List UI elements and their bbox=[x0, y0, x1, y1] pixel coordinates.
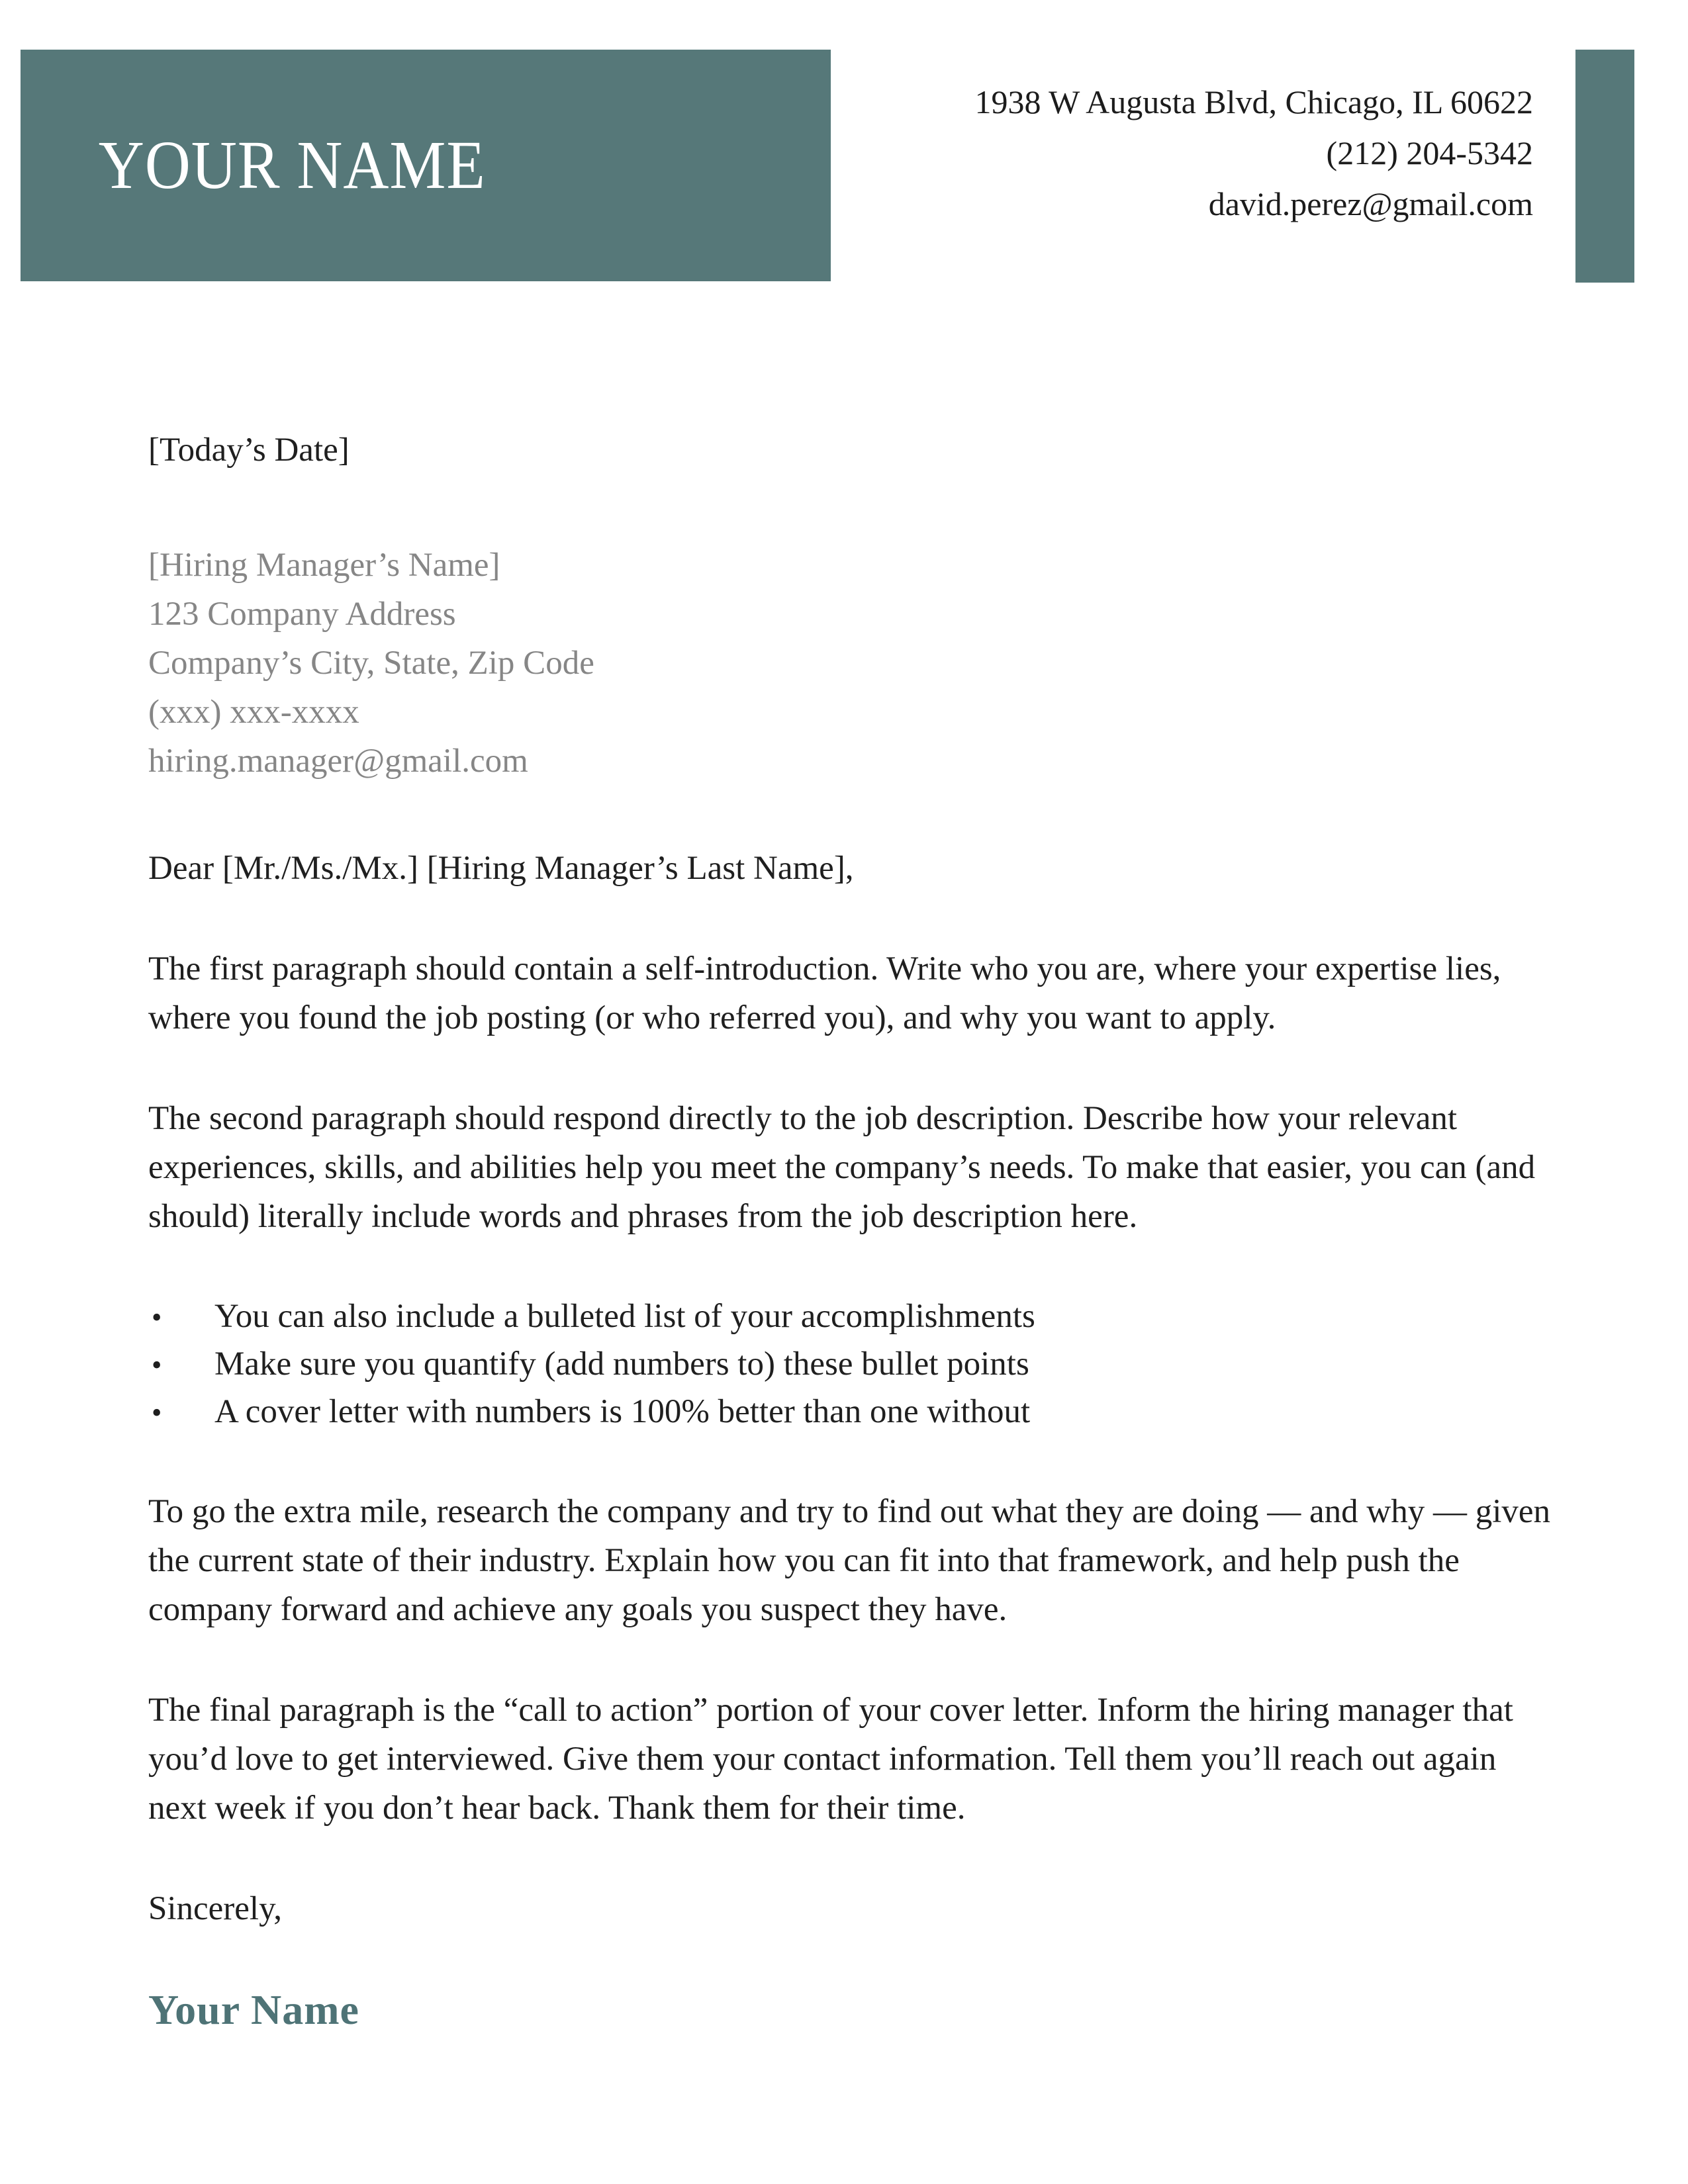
accomplishment-bullet: • Make sure you quantify (add numbers to) these bullet points bbox=[214, 1340, 1552, 1388]
recipient-block bbox=[148, 541, 1552, 786]
paragraph-call-to-action: The final paragraph is the “call to action” portion of your cover letter. Inform the hiring manager that you’d love to get interviewed. Give them your contact information. Tell them you’ll reach out again next week if you don’t hear back. Thank them for their time. bbox=[148, 1692, 1513, 1827]
contact-line: david.perez@gmail.com bbox=[1208, 185, 1533, 222]
salutation: Dear [Mr./Ms./Mx.] [Hiring Manager’s Last Name], bbox=[148, 850, 854, 887]
header-band bbox=[21, 50, 831, 281]
recipient-line: hiring.manager@gmail.com bbox=[148, 743, 528, 780]
signature-name: Your Name bbox=[148, 1986, 359, 2033]
contact-line: 1938 W Augusta Blvd, Chicago, IL 60622 bbox=[974, 83, 1533, 120]
closing: Sincerely, bbox=[148, 1890, 283, 1927]
accomplishment-bullet: • You can also include a bulleted list of your accomplishments bbox=[214, 1293, 1552, 1340]
accomplishments-list bbox=[148, 1293, 1552, 1435]
paragraph-job-description: The second paragraph should respond directly to the job description. Describe how your relevant experiences, skills, and abilities help you meet the company’s needs. To make that easier, you can (and should) literally include words and phrases from the job description here. bbox=[148, 1100, 1536, 1235]
contact-line: (212) 204-5342 bbox=[1326, 134, 1533, 171]
todays-date: [Today’s Date] bbox=[148, 432, 350, 469]
letter-body bbox=[148, 426, 1552, 2035]
paragraph-intro: The first paragraph should contain a self-introduction. Write who you are, where your expertise lies, where you found the job posting (or who referred you), and why you want to apply. bbox=[148, 950, 1501, 1036]
paragraph-research: To go the extra mile, research the company and try to find out what they are doing — and why — given the current state of their industry. Explain how you can fit into that framework, and help push the company forward and achieve any goals you suspect they have. bbox=[148, 1493, 1550, 1628]
applicant-name: YOUR NAME bbox=[98, 127, 486, 203]
contact-block bbox=[975, 77, 1533, 230]
recipient-line: [Hiring Manager’s Name] bbox=[148, 547, 500, 584]
recipient-line: (xxx) xxx-xxxx bbox=[148, 694, 359, 731]
recipient-line: 123 Company Address bbox=[148, 596, 456, 633]
recipient-line: Company’s City, State, Zip Code bbox=[148, 645, 594, 682]
accomplishment-bullet: • A cover letter with numbers is 100% better than one without bbox=[214, 1388, 1552, 1435]
header-accent-bar bbox=[1575, 50, 1634, 283]
